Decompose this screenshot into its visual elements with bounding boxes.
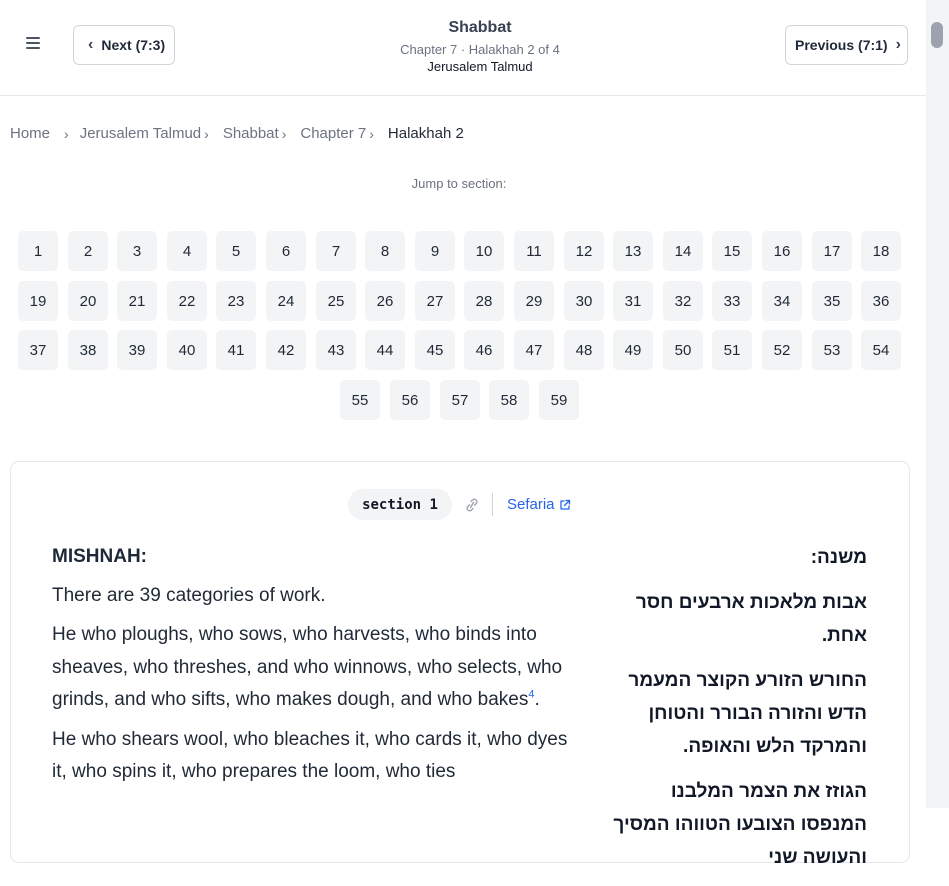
title-block <box>300 19 660 74</box>
section-card <box>10 461 910 868</box>
divider <box>492 493 493 516</box>
next-halakhah-label: Next (7:3) <box>101 37 166 53</box>
chevron-right-icon: › <box>895 36 901 53</box>
previous-halakhah-button[interactable] <box>785 25 908 65</box>
section-button-18[interactable]: 18 <box>861 231 901 271</box>
section-button-5[interactable]: 5 <box>216 231 256 271</box>
breadcrumb-home[interactable]: Home <box>10 125 51 142</box>
section-button-6[interactable]: 6 <box>266 231 306 271</box>
section-button-1[interactable]: 1 <box>18 231 58 271</box>
section-button-11[interactable]: 11 <box>514 231 554 271</box>
breadcrumb <box>10 125 464 142</box>
section-button-25[interactable]: 25 <box>316 281 356 321</box>
section-button-32[interactable]: 32 <box>663 281 703 321</box>
section-button-20[interactable]: 20 <box>68 281 108 321</box>
section-button-39[interactable]: 39 <box>117 330 157 370</box>
section-button-36[interactable]: 36 <box>861 281 901 321</box>
section-button-42[interactable]: 42 <box>266 330 306 370</box>
section-button-16[interactable]: 16 <box>762 231 802 271</box>
english-text <box>52 541 572 796</box>
english-paragraph-2 <box>52 619 572 717</box>
footnote-marker[interactable]: 4 <box>528 688 535 701</box>
hebrew-paragraph-1: אבות מלאכות ארבעים חסר אחת. <box>635 592 867 646</box>
scrollbar[interactable] <box>926 0 949 808</box>
chevron-right-icon: › <box>204 125 209 142</box>
section-button-22[interactable]: 22 <box>167 281 207 321</box>
hebrew-heading: משנה: <box>810 547 867 568</box>
section-button-12[interactable]: 12 <box>564 231 604 271</box>
section-button-30[interactable]: 30 <box>564 281 604 321</box>
section-button-46[interactable]: 46 <box>464 330 504 370</box>
english-heading: MISHNAH: <box>52 546 147 567</box>
section-button-19[interactable]: 19 <box>18 281 58 321</box>
breadcrumb-tractate[interactable]: Shabbat <box>222 125 279 142</box>
section-button-14[interactable]: 14 <box>663 231 703 271</box>
breadcrumb-collection[interactable]: Jerusalem Talmud <box>79 125 202 142</box>
sefaria-label: Sefaria <box>507 496 555 513</box>
section-button-15[interactable]: 15 <box>712 231 752 271</box>
chevron-right-icon: › <box>369 125 374 142</box>
english-paragraph-2-end: . <box>534 689 540 710</box>
section-button-28[interactable]: 28 <box>464 281 504 321</box>
section-button-8[interactable]: 8 <box>365 231 405 271</box>
next-halakhah-button[interactable] <box>73 25 175 65</box>
chevron-right-icon: › <box>64 125 69 142</box>
english-paragraph-3: He who shears wool, who bleaches it, who cards it, who dyes it, who spins it, who prepares the loom, who ties <box>52 728 568 782</box>
section-button-40[interactable]: 40 <box>167 330 207 370</box>
hebrew-paragraph-3: הגוזז את הצמר המלבנו המנפסו הצובעו הטווהו המסיך והעושה שני <box>613 781 867 868</box>
section-button-48[interactable]: 48 <box>564 330 604 370</box>
section-button-10[interactable]: 10 <box>464 231 504 271</box>
top-bar <box>0 0 926 96</box>
section-button-21[interactable]: 21 <box>117 281 157 321</box>
page-title: Shabbat <box>448 19 512 36</box>
previous-halakhah-label: Previous (7:1) <box>795 37 888 53</box>
chevron-left-icon: ‹ <box>88 36 94 53</box>
section-button-29[interactable]: 29 <box>514 281 554 321</box>
section-button-23[interactable]: 23 <box>216 281 256 321</box>
section-button-2[interactable]: 2 <box>68 231 108 271</box>
section-badge: section 1 <box>348 489 452 520</box>
section-button-17[interactable]: 17 <box>812 231 852 271</box>
section-button-58[interactable]: 58 <box>489 380 529 420</box>
section-button-51[interactable]: 51 <box>712 330 752 370</box>
scrollbar-thumb[interactable] <box>931 22 943 48</box>
section-button-54[interactable]: 54 <box>861 330 901 370</box>
section-button-9[interactable]: 9 <box>415 231 455 271</box>
breadcrumb-chapter[interactable]: Chapter 7 <box>300 125 367 142</box>
section-button-26[interactable]: 26 <box>365 281 405 321</box>
section-button-37[interactable]: 37 <box>18 330 58 370</box>
section-button-56[interactable]: 56 <box>390 380 430 420</box>
link-icon[interactable] <box>463 498 481 512</box>
section-button-33[interactable]: 33 <box>712 281 752 321</box>
collection-name: Jerusalem Talmud <box>427 59 533 74</box>
sefaria-link[interactable] <box>507 496 571 513</box>
section-button-7[interactable]: 7 <box>316 231 356 271</box>
jump-to-section-label: Jump to section: <box>411 176 507 191</box>
page-subtitle: Chapter 7 · Halakhah 2 of 4 <box>400 42 560 57</box>
section-button-47[interactable]: 47 <box>514 330 554 370</box>
section-button-31[interactable]: 31 <box>613 281 653 321</box>
section-button-13[interactable]: 13 <box>613 231 653 271</box>
section-button-27[interactable]: 27 <box>415 281 455 321</box>
section-button-57[interactable]: 57 <box>440 380 480 420</box>
section-button-52[interactable]: 52 <box>762 330 802 370</box>
external-link-icon <box>559 499 571 511</box>
section-button-38[interactable]: 38 <box>68 330 108 370</box>
section-button-49[interactable]: 49 <box>613 330 653 370</box>
section-button-43[interactable]: 43 <box>316 330 356 370</box>
section-button-35[interactable]: 35 <box>812 281 852 321</box>
section-button-50[interactable]: 50 <box>663 330 703 370</box>
hebrew-paragraph-2: החורש הזורע הקוצר המעמר הדש והזורה הבורר והטוחן והמרקד הלש והאופה. <box>628 670 867 757</box>
section-button-24[interactable]: 24 <box>266 281 306 321</box>
section-button-41[interactable]: 41 <box>216 330 256 370</box>
chevron-right-icon: › <box>281 125 287 142</box>
english-paragraph-1: There are 39 categories of work. <box>52 584 326 606</box>
english-paragraph-2-text: He who ploughs, who sows, who harvests, who binds into sheaves, who threshes, and who winnows, who selects, who grinds, and who sifts, who makes dough, and who bakes <box>52 624 563 710</box>
menu-icon[interactable] <box>22 34 44 58</box>
section-button-53[interactable]: 53 <box>812 330 852 370</box>
section-button-3[interactable]: 3 <box>117 231 157 271</box>
hebrew-text <box>601 541 867 886</box>
section-button-34[interactable]: 34 <box>762 281 802 321</box>
section-button-55[interactable]: 55 <box>340 380 380 420</box>
section-button-45[interactable]: 45 <box>415 330 455 370</box>
breadcrumb-current: Halakhah 2 <box>387 125 464 142</box>
section-button-59[interactable]: 59 <box>539 380 579 420</box>
section-button-4[interactable]: 4 <box>167 231 207 271</box>
section-button-44[interactable]: 44 <box>365 330 405 370</box>
